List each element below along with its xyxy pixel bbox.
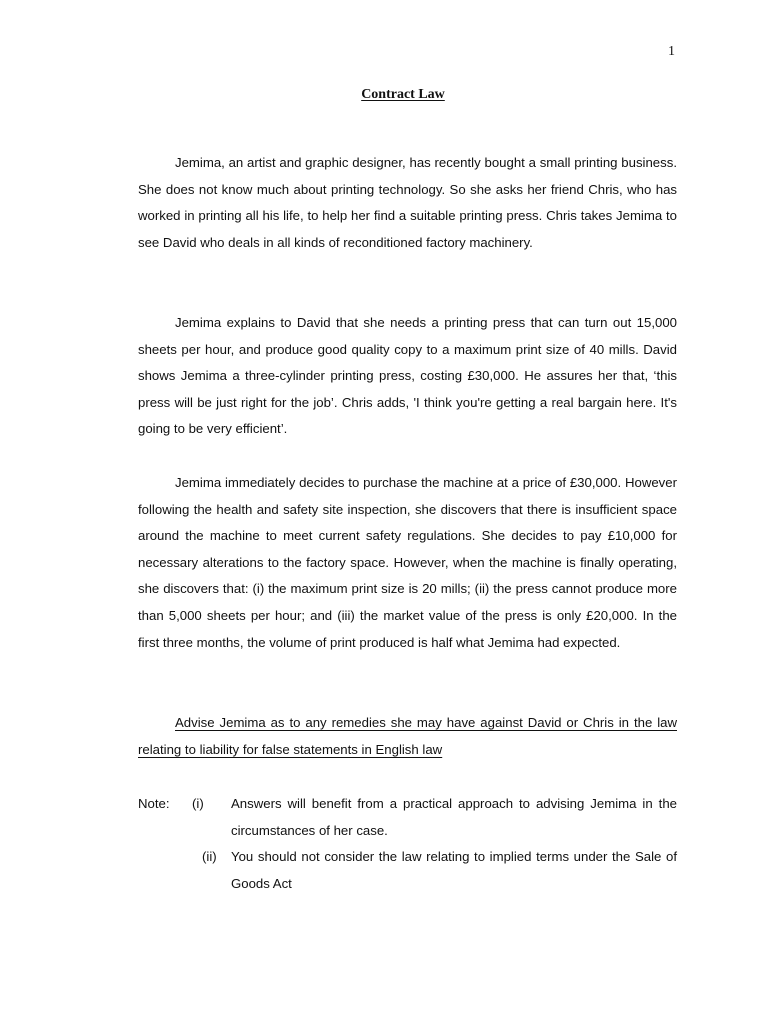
paragraph-purchase-outcome: Jemima immediately decides to purchase the machine at a price of £30,000. However following the health and safety site inspection, she discovers that there is insufficient space around the machine to meet current safety regulations. She decides to pay £10,000 for necessary alterations to the factory space. However, when the machine is finally operating, she discovers that: (i) the maximum print size is 20 mills; (ii) the press cannot produce more than 5,000 sheets per hour; and (iii) the market value of the press is only £20,000. In the first three months, the volume of print produced is half what Jemima had expected. (138, 475, 677, 650)
note-item (138, 844, 677, 897)
paragraph-statements: Jemima explains to David that she needs a printing press that can turn out 15,000 sheets per hour, and produce good quality copy to a maximum print size of 40 mills. David shows Jemima a three-cylinder printing press, costing £30,000. He assures her that, ‘this press will be just right for the job’. Chris adds, 'I think you're getting a real bargain here. It's going to be very efficient’. (138, 315, 677, 437)
page-number: 1 (668, 44, 675, 59)
note-item (138, 791, 677, 844)
notes-section (138, 791, 677, 897)
note-text: Answers will benefit from a practical approach to advising Jemima in the circumstances of her case. (231, 796, 677, 838)
document-title: Contract Law (361, 87, 445, 102)
question-instruction: Advise Jemima as to any remedies she may have against David or Chris in the law relating to liability for false statements in English law (138, 715, 677, 757)
note-label: Note: (138, 796, 170, 811)
note-number: (i) (192, 796, 204, 811)
paragraph-background: Jemima, an artist and graphic designer, has recently bought a small printing business. She does not know much about printing technology. So she asks her friend Chris, who has worked in printing all his life, to help her find a suitable printing press. Chris takes Jemima to see David who deals in all kinds of reconditioned factory machinery. (138, 155, 677, 250)
note-text: You should not consider the law relating to implied terms under the Sale of Goods Act (231, 849, 677, 891)
note-number: (ii) (202, 849, 217, 865)
